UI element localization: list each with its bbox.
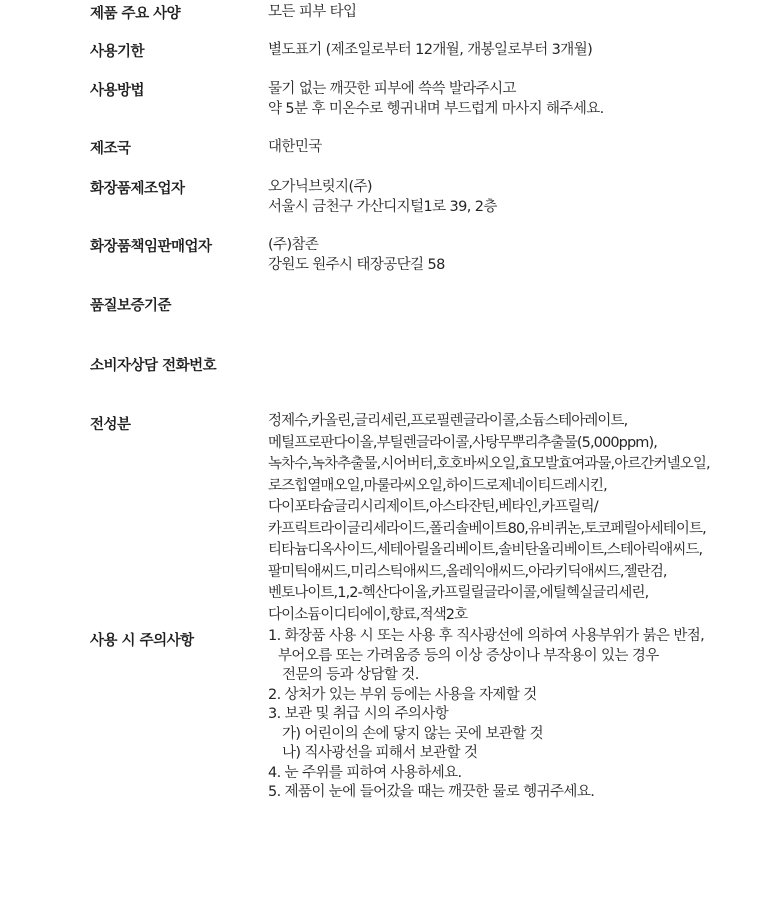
spec-value-line: 대한민국: [268, 139, 322, 155]
spec-value: [268, 79, 604, 119]
caution-list: [268, 627, 704, 803]
spec-label: 화장품책임판매업자: [90, 239, 212, 255]
spec-label: 사용방법: [90, 83, 145, 99]
spec-label: 소비자상담 전화번호: [90, 358, 217, 374]
spec-label: 사용기한: [90, 44, 145, 60]
spec-label: 제품 주요 사양: [90, 6, 181, 22]
spec-value: [268, 137, 322, 157]
caution-line: 가) 어린이의 손에 닿지 않는 곳에 보관할 것: [282, 725, 544, 742]
caution-line: 나) 직사광선을 피해서 보관할 것: [282, 745, 478, 761]
spec-value: [268, 40, 592, 60]
ingredient-line: 다이포타슘글리시리제이트,아스타잔틴,베타인,카프릴릭/: [268, 499, 598, 515]
ingredient-line: 녹차수,녹차추출물,시어버터,호호바씨오일,효모발효여과물,아르간커넬오일,: [268, 456, 710, 472]
ingredient-line: 다이소듐이디티에이,향료,적색2호: [268, 606, 468, 623]
spec-label: 제조국: [90, 141, 131, 157]
spec-value-line: 서울시 금천구 가산디지털1로 39, 2층: [268, 199, 497, 215]
spec-value-line: 모든 피부 타입: [268, 4, 357, 20]
caution-line: 5. 제품이 눈에 들어갔을 때는 깨끗한 물로 헹귀주세요.: [268, 784, 595, 800]
spec-label: 화장품제조업자: [90, 181, 185, 197]
ingredient-line: 카프릭트라이글리세라이드,폴리솔베이트80,유비퀴논,토코페릴아세테이트,: [268, 520, 706, 537]
spec-value-line: 물기 없는 깨끗한 피부에 쓱쓱 발라주시고: [268, 81, 516, 97]
spec-value-line: 약 5분 후 미온수로 헹귀내며 부드럽게 마사지 해주세요.: [268, 101, 604, 117]
caution-line: 1. 화장품 사용 시 또는 사용 후 직사광선에 의하여 사용부위가 붉은 반점,: [268, 628, 705, 644]
caution-line: 3. 보관 및 취급 시의 주의사항: [268, 706, 449, 722]
caution-line: 전문의 등과 상담할 것.: [282, 667, 419, 683]
ingredient-line: 메틸프로판다이올,부틸렌글라이콜,사탕무뿌리추출물(5,000ppm),: [268, 434, 657, 451]
spec-value-line: 강원도 원주시 태장공단길 58: [268, 257, 445, 273]
spec-label: 전성분: [90, 417, 131, 433]
spec-value: [268, 2, 356, 22]
spec-value-line: 별도표기 (제조일로부터 12개월, 개봉일로부터 3개월): [268, 42, 593, 58]
spec-label: 품질보증기준: [90, 298, 172, 314]
spec-value: [268, 235, 445, 275]
ingredient-list: [268, 411, 710, 626]
ingredient-line: 로즈힙열매오일,마룰라씨오일,하이드로제네이티드레시킨,: [268, 477, 607, 494]
caution-line: 2. 상처가 있는 부위 등에는 사용을 자제할 것: [268, 686, 537, 703]
spec-value-line: (주)참존: [268, 237, 319, 253]
spec-value: [268, 177, 497, 217]
ingredient-line: 팔미틱애씨드,미리스틱애씨드,올레익애씨드,아라키딕애씨드,젤란검,: [268, 563, 667, 580]
caution-line: 4. 눈 주위를 피하여 사용하세요.: [268, 764, 462, 781]
ingredient-line: 정제수,카올린,글리세린,프로필렌글라이콜,소듐스테아레이트,: [268, 413, 628, 429]
spec-label: 사용 시 주의사항: [90, 633, 194, 649]
ingredient-line: 벤토나이트,1,2-헥산다이올,카프릴릴글라이콜,에틸헥실글리세린,: [268, 585, 649, 601]
spec-value-line: 오가닉브릿지(주): [268, 179, 372, 195]
caution-line: 부어오름 또는 가려움증 등의 이상 증상이나 부작용이 있는 경우: [278, 647, 659, 664]
ingredient-line: 티타늄디옥사이드,세테아릴올리베이트,솔비탄올리베이트,스테아릭애씨드,: [268, 542, 703, 558]
